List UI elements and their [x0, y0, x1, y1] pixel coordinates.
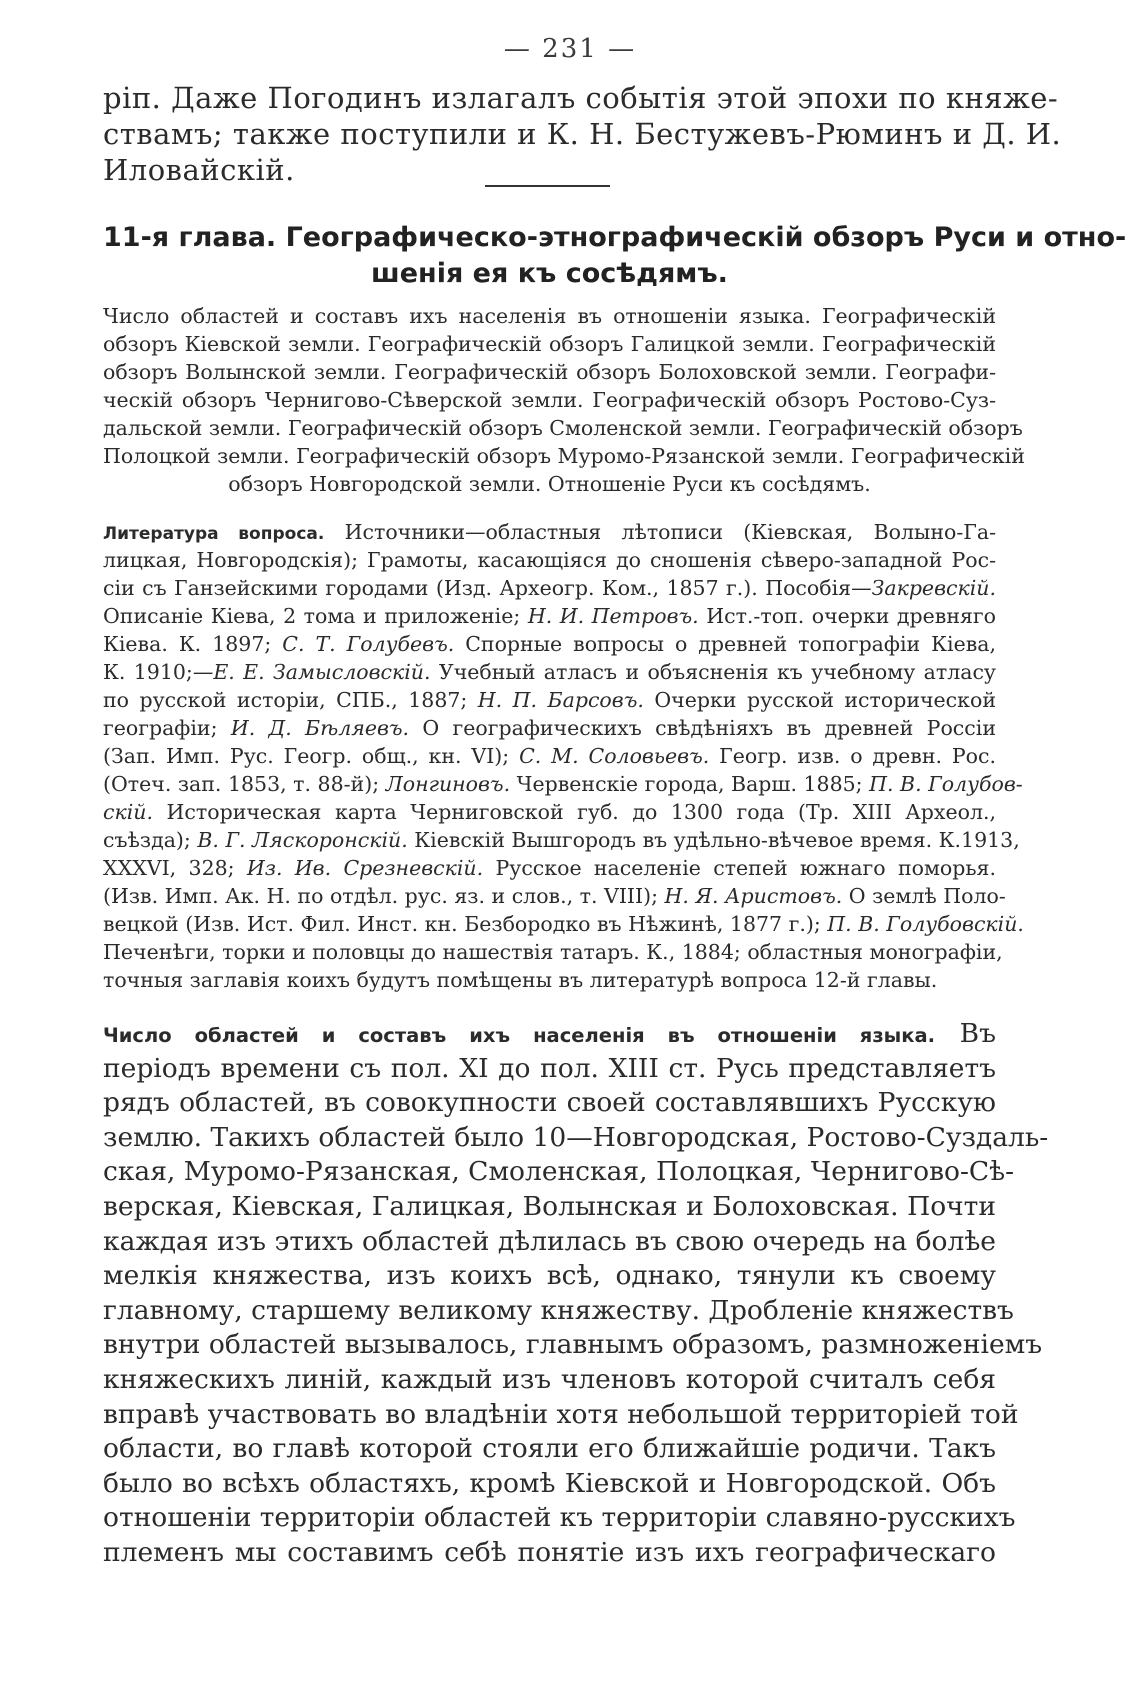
- literature-line: [103, 798, 996, 826]
- author-name: Лонгиновъ.: [385, 772, 511, 796]
- literature-text: О землѣ Поло-: [842, 884, 1006, 908]
- main-line: вправѣ участвовать во владѣніи хотя небольшой территоріей той: [103, 1398, 1019, 1430]
- author-name: Н. П. Барсовъ.: [477, 688, 644, 712]
- chapter-title-line: 11-я глава. Географическо-этнографическій обзоръ Руси и отно-: [103, 222, 1127, 253]
- main-line: землю. Такихъ областей было 10—Новгородская, Ростово-Суздаль-: [103, 1121, 1049, 1153]
- summary-line: обзоръ Кіевской земли. Географическій обзоръ Галицкой земли. Географическій: [103, 332, 996, 356]
- main-text-fragment: Въ: [935, 1018, 996, 1049]
- summary-line: Полоцкой земли. Географическій обзоръ Муромо-Рязанской земли. Географическій: [103, 444, 1025, 468]
- literature-text: О географическихъ свѣдѣніяхъ въ древней Россіи: [409, 716, 996, 740]
- literature-label: Литература вопроса.: [103, 524, 325, 544]
- literature-section: [103, 518, 1024, 994]
- main-line: было во всѣхъ областяхъ, кромѣ Кіевской и Новгородской. Объ: [103, 1467, 996, 1499]
- literature-line: [103, 658, 996, 686]
- literature-text: (Отеч. зап. 1853, т. 88-й);: [103, 772, 386, 796]
- author-name: С. Т. Голубевъ.: [282, 632, 455, 656]
- author-name: Закревскій.: [871, 576, 996, 600]
- literature-text: (Зап. Имп. Рус. Геогр. общ., кн. VI);: [103, 744, 520, 768]
- literature-text: географіи;: [103, 716, 231, 740]
- literature-line: [103, 770, 1023, 798]
- literature-text: съѣзда);: [103, 828, 198, 852]
- literature-line: [103, 854, 996, 882]
- literature-line: [103, 882, 1006, 910]
- main-line: [103, 1017, 996, 1052]
- summary-line: обзоръ Волынской земли. Географическій обзоръ Болоховской земли. Географи-: [103, 360, 996, 384]
- literature-line: [103, 742, 996, 770]
- page-number: — 231 —: [503, 34, 637, 64]
- author-name: П. В. Голубов-: [869, 772, 1023, 796]
- main-text: [103, 1017, 1049, 1571]
- literature-line: [103, 602, 996, 630]
- summary-line: дальской земли. Географическій обзоръ Смоленской земли. Географическій обзоръ: [103, 416, 1023, 440]
- literature-text: XXXVI, 328;: [103, 856, 247, 880]
- continuation-paragraph: [103, 80, 1062, 188]
- main-line: каждая изъ этихъ областей дѣлилась въ свою очередь на болѣе: [103, 1225, 996, 1257]
- literature-text: Ист.-топ. очерки древняго: [698, 604, 996, 628]
- text-line: ствамъ; также поступили и К. Н. Бестужевъ-Рюминъ и Д. И.: [103, 117, 1062, 151]
- literature-line: точныя заглавія коихъ будутъ помѣщены въ литературѣ вопроса 12-й главы.: [103, 968, 938, 992]
- main-line: племенъ мы составимъ себѣ понятіе изъ ихъ географическаго: [103, 1536, 996, 1568]
- literature-text: Спорные вопросы о древней топографіи Кіева,: [454, 632, 996, 656]
- author-name: Н. И. Петровъ.: [527, 604, 699, 628]
- summary-line: ческій обзоръ Черниговo-Сѣверской земли. Географическій обзоръ Ростово-Суз-: [103, 388, 996, 412]
- literature-text: Русское населеніе степей южнаго поморья.: [483, 856, 996, 880]
- summary-line: обзоръ Новгородской земли. Отношеніе Руси къ сосѣдямъ.: [228, 472, 871, 496]
- author-name: Е. Е. Замысловскій.: [213, 660, 431, 684]
- literature-line: лицкая, Новгородскія); Грамоты, касающіяся до сношенія сѣверо-западной Рос-: [103, 548, 996, 572]
- main-line: отношеніи территоріи областей къ территоріи славяно-русскихъ: [103, 1502, 1016, 1534]
- literature-line: [103, 910, 1024, 938]
- literature-text: (Изв. Имп. Ак. Н. по отдѣл. рус. яз. и слов., т. VIII);: [103, 884, 665, 908]
- section-heading: Число областей и составъ ихъ населенія въ отношеніи языка.: [103, 1024, 936, 1047]
- literature-text: Описаніе Кіева, 2 тома и приложеніе;: [103, 604, 528, 628]
- main-line: ская, Муромо-Рязанская, Смоленская, Полоцкая, Чернигово-Сѣ-: [103, 1156, 1015, 1188]
- section-divider: [485, 185, 610, 187]
- literature-text: Источники—областныя лѣтописи (Кіевская, Волыно-Га-: [324, 520, 996, 544]
- main-line: внутри областей вызывалось, главнымъ образомъ, размноженіемъ: [103, 1329, 1043, 1361]
- literature-text: Геогр. изв. о древн. Рос.: [709, 744, 997, 768]
- literature-text: Учебный атласъ и объясненія къ учебному атласу: [430, 660, 996, 684]
- author-name: П. В. Голубовскій.: [827, 912, 1024, 936]
- main-line: мелкія княжества, изъ коихъ всѣ, однако, тянули къ своему: [103, 1260, 996, 1292]
- literature-line: [103, 630, 996, 658]
- summary-line: Число областей и составъ ихъ населенія въ отношеніи языка. Географическій: [103, 304, 996, 328]
- literature-text: Кіева. К. 1897;: [103, 632, 283, 656]
- literature-line: [103, 826, 1020, 854]
- author-name: С. М. Соловьевъ.: [519, 744, 710, 768]
- main-line: княжескихъ линій, каждый изъ членовъ которой считалъ себя: [103, 1363, 996, 1395]
- literature-text: по русской исторіи, СПБ., 1887;: [103, 688, 478, 712]
- literature-line: Печенѣги, торки и половцы до нашествія татаръ. К., 1884; областныя монографіи,: [103, 940, 1003, 964]
- text-line: Иловайскій.: [103, 153, 295, 187]
- literature-text: сіи съ Ганзейскими городами (Изд. Археогр. Ком., 1857 г.). Пособія—: [103, 576, 872, 600]
- literature-text: Червенскіе города, Варш. 1885;: [510, 772, 870, 796]
- main-line: главному, старшему великому княжеству. Дробленіе княжествъ: [103, 1294, 1014, 1326]
- main-line: области, во главѣ которой стояли его ближайшіе родичи. Такъ: [103, 1433, 996, 1465]
- literature-text: Историческая карта Черниговской губ. до 1300 года (Тр. XIII Археол.,: [153, 800, 996, 824]
- literature-line: [103, 518, 996, 546]
- literature-text: Кіевскій Вышгородъ въ удѣльно-вѣчевое время. К.1913,: [407, 828, 1020, 852]
- author-name: В. Г. Ляскоронскій.: [197, 828, 408, 852]
- author-name: Из. Ив. Срезневскій.: [246, 856, 484, 880]
- author-name: скій.: [103, 800, 153, 824]
- literature-text: Очерки русской исторической: [643, 688, 996, 712]
- author-name: И. Д. Бѣляевъ.: [230, 716, 410, 740]
- literature-line: [103, 574, 996, 602]
- chapter-title-line: шенія ея къ сосѣдямъ.: [371, 258, 728, 289]
- chapter-summary: [103, 302, 1025, 498]
- main-line: верская, Кіевская, Галицкая, Волынская и Болоховская. Почти: [103, 1190, 996, 1222]
- main-line: рядъ областей, въ совокупности своей составлявшихъ Русскую: [103, 1087, 996, 1119]
- chapter-title: [103, 220, 1127, 292]
- literature-text: вецкой (Изв. Ист. Фил. Инст. кн. Безбородко въ Нѣжинѣ, 1877 г.);: [103, 912, 828, 936]
- text-line: ріп. Даже Погодинъ излагалъ событія этой эпохи по княже-: [103, 81, 1059, 115]
- literature-line: [103, 686, 996, 714]
- author-name: Н. Я. Аристовъ.: [664, 884, 843, 908]
- literature-line: [103, 714, 996, 742]
- main-line: періодъ времени съ пол. XI до пол. XIII ст. Русь представляетъ: [103, 1052, 996, 1084]
- literature-text: К. 1910;—: [103, 660, 214, 684]
